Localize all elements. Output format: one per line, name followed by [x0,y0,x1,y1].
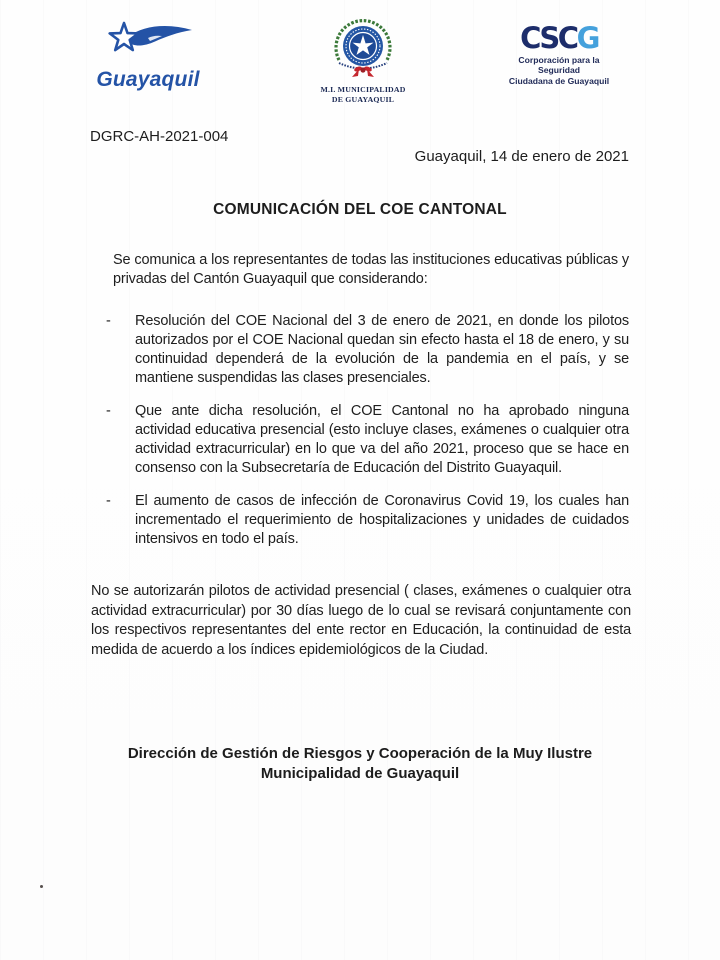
document-title: COMUNICACIÓN DEL COE CANTONAL [213,201,507,218]
bullet-marker: - [106,493,111,509]
municipal-crest-icon [323,67,403,84]
cscg-logo [498,22,620,86]
list-item [106,312,629,388]
list-item [106,492,629,549]
bullet-list [106,312,629,563]
crest-caption-line2: DE GUAYAQUIL [331,94,395,104]
bullet-text: Resolución del COE Nacional del 3 de enero de 2021, en donde los pilotos autorizados por el COE Nacional quedan sin efecto hasta el 18 de enero, y su continuidad dependerá de la evolución de la pandemia en el país, y se mantiene suspendidas las clases presenciales. [135,313,629,386]
signature-line1: Dirección de Gestión de Riesgos y Cooperación de la Muy Ilustre [127,745,593,762]
bullet-text: Que ante dicha resolución, el COE Cantonal no ha aprobado ninguna actividad educativa presencial (esto incluye clases, exámenes o cualquier otra actividad extracurricular) en lo que va del año 2021, proceso que se hace en consenso con la Subsecretaría de Educación del Distrito Guayaquil. [135,403,629,476]
cscg-letters-light: G [576,21,598,55]
cscg-letters-dark: CSC [520,21,577,55]
cscg-caption-line1: Corporación para la Seguridad [518,55,600,75]
bullet-marker: - [106,403,111,419]
list-item [106,402,629,478]
bullet-text: El aumento de casos de infección de Coronavirus Covid 19, los cuales han incrementado el requerimiento de hospitalizaciones y unidades de cuidados intensivos en todo el país. [135,493,629,547]
cscg-letters [498,22,620,54]
guayaquil-wordmark: Guayaquil [96,68,200,91]
crest-caption-line1: M.I. MUNICIPALIDAD [320,85,406,94]
guayaquil-star-swoosh-icon [98,49,198,66]
cscg-caption-line2: Ciudadana de Guayaquil [508,76,610,86]
dateline: Guayaquil, 14 de enero de 2021 [414,148,629,165]
signature-line2: Municipalidad de Guayaquil [260,765,460,782]
municipal-crest [320,18,406,104]
scan-artifact-speck [40,885,43,888]
reference-number: DGRC-AH-2021-004 [90,128,229,145]
intro-paragraph: Se comunica a los representantes de todas las instituciones educativas públicas y privadas del Cantón Guayaquil que considerando: [113,252,629,287]
bullet-marker: - [106,313,111,329]
guayaquil-logo [92,16,204,92]
signature-block [0,744,720,784]
closing-paragraph: No se autorizarán pilotos de actividad presencial ( clases, exámenes o cualquier otra actividad extracurricular) por 30 días luego de lo cual se revisará conjuntamente con los respectivos representantes del ente rector en Educación, la continuidad de esta medida de acuerdo a los índices epidemiológicos de la Ciudad. [91,583,631,658]
